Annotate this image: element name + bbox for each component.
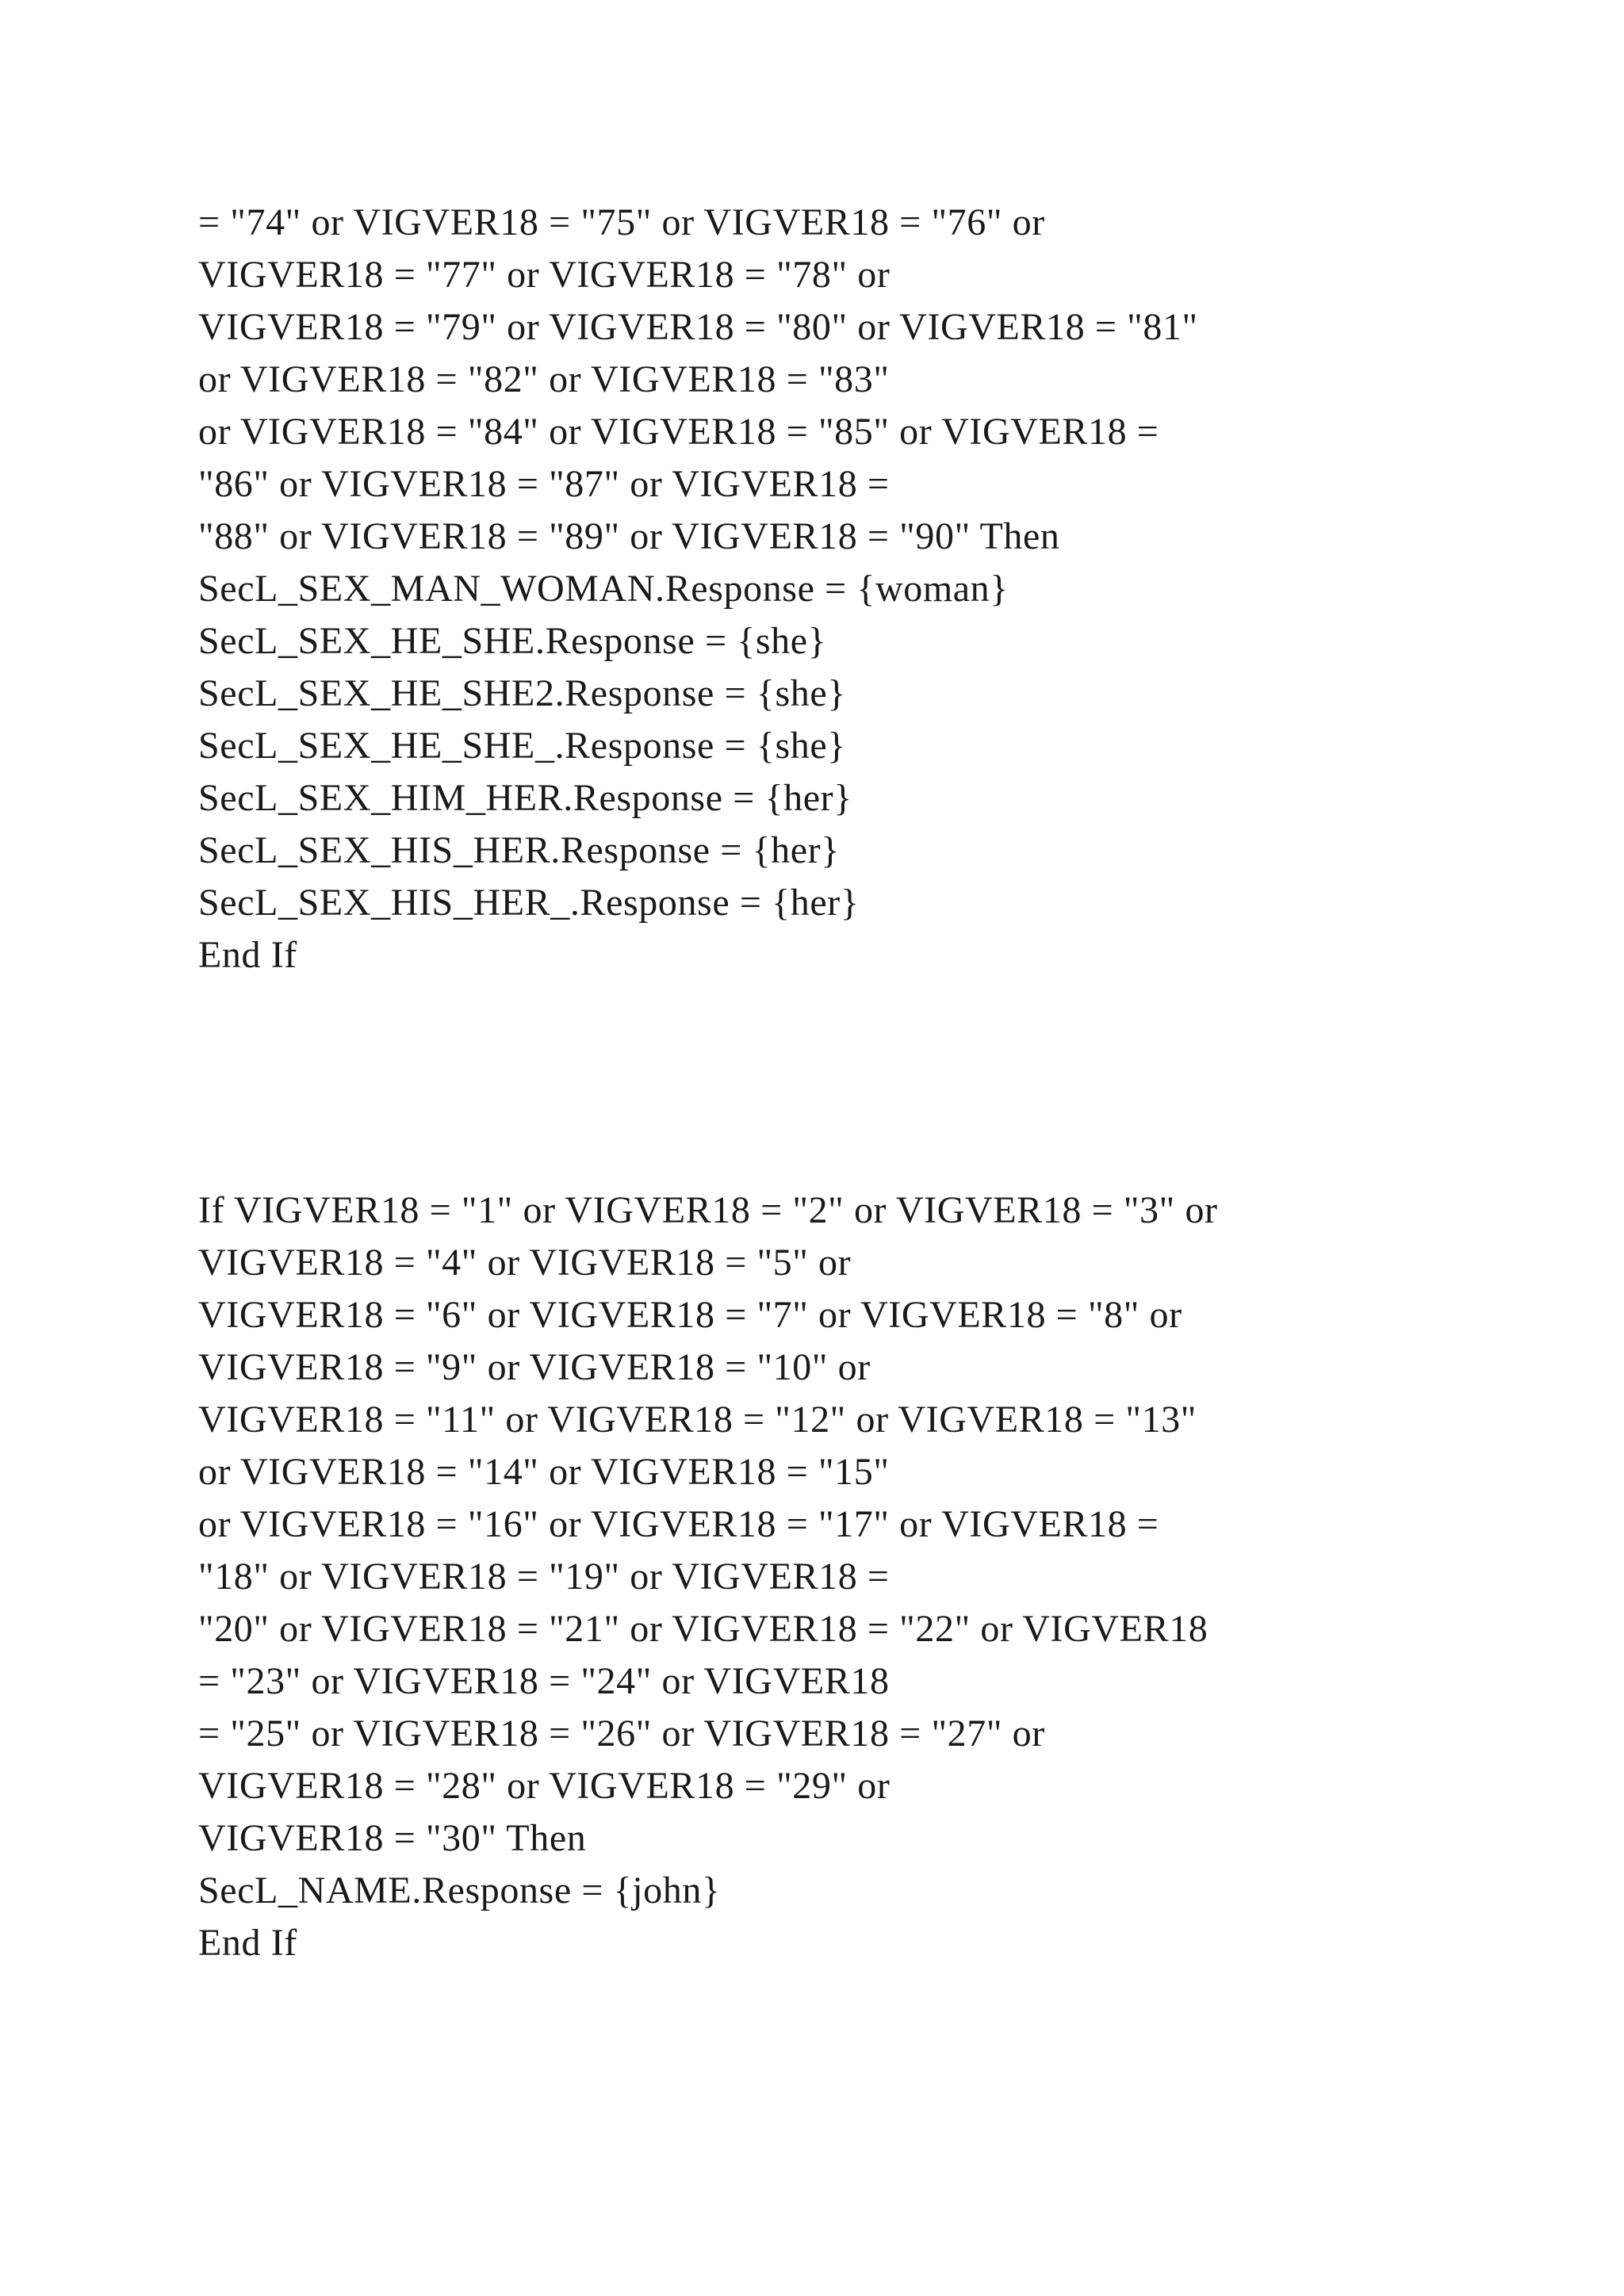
code-line: or VIGVER18 = "14" or VIGVER18 = "15" (198, 1451, 890, 1493)
code-line: "88" or VIGVER18 = "89" or VIGVER18 = "90" Then (198, 515, 1060, 557)
code-line: VIGVER18 = "9" or VIGVER18 = "10" or (198, 1346, 871, 1388)
code-block-sex-assignment (198, 197, 1594, 982)
code-line: or VIGVER18 = "82" or VIGVER18 = "83" (198, 358, 890, 400)
code-line: "20" or VIGVER18 = "21" or VIGVER18 = "22" or VIGVER18 (198, 1608, 1208, 1650)
code-line: VIGVER18 = "6" or VIGVER18 = "7" or VIGVER18 = "8" or (198, 1294, 1182, 1336)
code-line: SecL_NAME.Response = {john} (198, 1869, 721, 1911)
code-line: = "25" or VIGVER18 = "26" or VIGVER18 = "27" or (198, 1712, 1045, 1755)
code-line: SecL_SEX_HIS_HER.Response = {her} (198, 829, 840, 871)
code-line: VIGVER18 = "77" or VIGVER18 = "78" or (198, 254, 891, 296)
code-line: SecL_SEX_MAN_WOMAN.Response = {woman} (198, 568, 1009, 610)
code-line: SecL_SEX_HE_SHE_.Response = {she} (198, 725, 846, 767)
code-line: VIGVER18 = "11" or VIGVER18 = "12" or VIGVER18 = "13" (198, 1399, 1197, 1441)
code-line: SecL_SEX_HIS_HER_.Response = {her} (198, 882, 860, 924)
code-line: End If (198, 1922, 297, 1964)
code-line: End If (198, 934, 297, 976)
code-line: VIGVER18 = "30" Then (198, 1817, 587, 1859)
code-line: SecL_SEX_HIM_HER.Response = {her} (198, 777, 852, 819)
code-line: or VIGVER18 = "84" or VIGVER18 = "85" or VIGVER18 = (198, 411, 1159, 453)
code-line: VIGVER18 = "79" or VIGVER18 = "80" or VIGVER18 = "81" (198, 306, 1198, 348)
code-line: or VIGVER18 = "16" or VIGVER18 = "17" or VIGVER18 = (198, 1503, 1159, 1545)
code-line: = "74" or VIGVER18 = "75" or VIGVER18 = "76" or (198, 201, 1045, 243)
code-line: VIGVER18 = "28" or VIGVER18 = "29" or (198, 1765, 891, 1807)
code-line: VIGVER18 = "4" or VIGVER18 = "5" or (198, 1242, 852, 1284)
code-block-name-assignment (198, 1184, 1594, 1969)
code-line: "18" or VIGVER18 = "19" or VIGVER18 = (198, 1556, 890, 1598)
code-line: If VIGVER18 = "1" or VIGVER18 = "2" or VIGVER18 = "3" or (198, 1189, 1218, 1231)
code-line: "86" or VIGVER18 = "87" or VIGVER18 = (198, 463, 890, 505)
code-line: SecL_SEX_HE_SHE.Response = {she} (198, 620, 827, 662)
code-line: SecL_SEX_HE_SHE2.Response = {she} (198, 672, 846, 714)
code-line: = "23" or VIGVER18 = "24" or VIGVER18 (198, 1660, 890, 1702)
